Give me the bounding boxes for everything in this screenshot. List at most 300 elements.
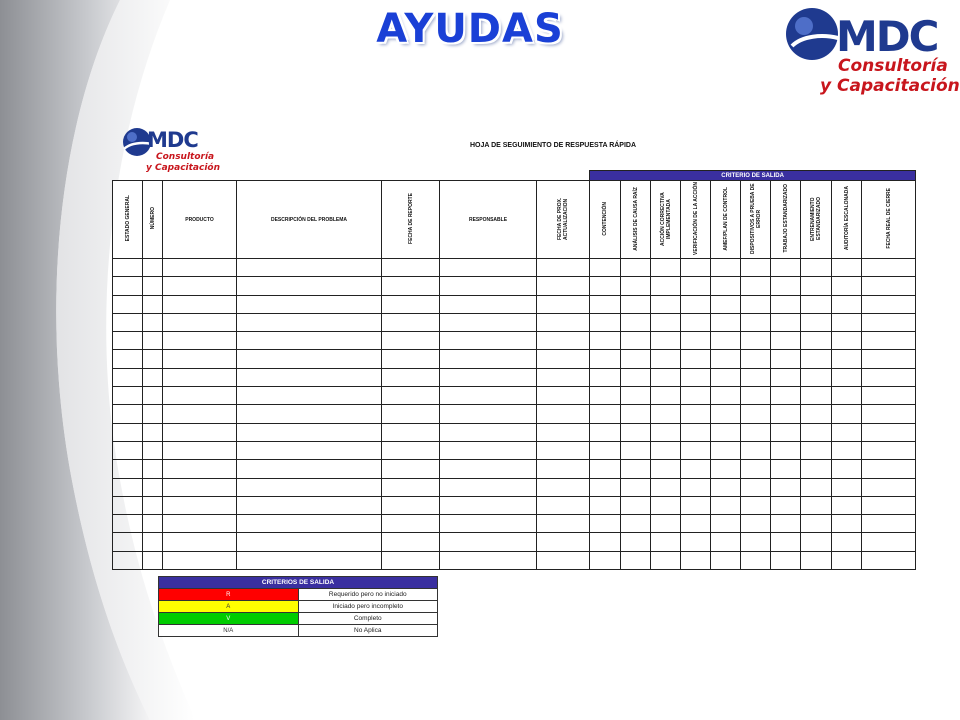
col-numero: NÚMERO [143,181,163,259]
table-cell[interactable] [651,313,681,331]
table-cell[interactable] [440,259,537,277]
table-cell[interactable] [771,387,801,405]
legend-row [159,601,438,613]
table-cell[interactable] [113,515,143,533]
table-cell[interactable] [621,496,651,514]
table-cell[interactable] [801,387,832,405]
table-cell[interactable] [440,405,537,423]
table-cell[interactable] [801,551,832,569]
table-cell[interactable] [590,368,621,386]
table-cell[interactable] [537,259,590,277]
table-cell[interactable] [440,350,537,368]
table-cell[interactable] [801,496,832,514]
table-cell[interactable] [590,441,621,459]
table-cell[interactable] [590,551,621,569]
table-cell[interactable] [832,368,862,386]
table-cell[interactable] [237,313,382,331]
table-cell[interactable] [113,350,143,368]
table-cell[interactable] [590,478,621,496]
table-cell[interactable] [537,313,590,331]
table-cell[interactable] [832,460,862,478]
table-cell[interactable] [382,460,440,478]
table-cell[interactable] [741,478,771,496]
table-cell[interactable] [382,441,440,459]
table-cell[interactable] [143,478,163,496]
table-cell[interactable] [651,332,681,350]
table-cell[interactable] [440,441,537,459]
table-cell[interactable] [621,332,651,350]
table-cell[interactable] [382,350,440,368]
table-cell[interactable] [113,405,143,423]
table-cell[interactable] [771,313,801,331]
table-cell[interactable] [832,423,862,441]
table-cell[interactable] [651,551,681,569]
table-cell[interactable] [113,551,143,569]
table-cell[interactable] [771,496,801,514]
table-cell[interactable] [143,423,163,441]
table-cell[interactable] [681,515,711,533]
table-cell[interactable] [651,496,681,514]
table-cell[interactable] [801,259,832,277]
table-cell[interactable] [163,350,237,368]
table-cell[interactable] [771,515,801,533]
table-cell[interactable] [621,515,651,533]
table-cell[interactable] [651,259,681,277]
table-cell[interactable] [832,313,862,331]
table-cell[interactable] [382,259,440,277]
table-cell[interactable] [621,423,651,441]
table-cell[interactable] [590,423,621,441]
table-cell[interactable] [163,551,237,569]
table-cell[interactable] [113,332,143,350]
col-producto: PRODUCTO [163,181,237,259]
table-cell[interactable] [862,515,916,533]
table-cell[interactable] [681,551,711,569]
table-cell[interactable] [621,387,651,405]
table-cell[interactable] [143,551,163,569]
table-cell[interactable] [711,277,741,295]
table-cell[interactable] [711,551,741,569]
table-cell[interactable] [113,259,143,277]
table-cell[interactable] [113,387,143,405]
table-cell[interactable] [711,533,741,551]
table-cell[interactable] [590,405,621,423]
table-cell[interactable] [801,533,832,551]
table-cell[interactable] [801,441,832,459]
table-cell[interactable] [237,368,382,386]
table-cell[interactable] [237,350,382,368]
logo-letters: MDC [836,12,938,61]
table-cell[interactable] [801,368,832,386]
table-cell[interactable] [382,332,440,350]
table-cell[interactable] [651,405,681,423]
table-cell[interactable] [711,313,741,331]
table-cell[interactable] [681,478,711,496]
table-cell[interactable] [741,533,771,551]
table-cell[interactable] [163,332,237,350]
table-cell[interactable] [741,405,771,423]
table-cell[interactable] [537,496,590,514]
table-cell[interactable] [621,441,651,459]
table-cell[interactable] [621,460,651,478]
table-cell[interactable] [440,368,537,386]
table-cell[interactable] [143,515,163,533]
table-cell[interactable] [741,277,771,295]
table-cell[interactable] [832,350,862,368]
table-cell[interactable] [771,478,801,496]
table-cell[interactable] [681,405,711,423]
table-cell[interactable] [113,277,143,295]
table-cell[interactable] [237,478,382,496]
table-cell[interactable] [440,460,537,478]
table-cell[interactable] [711,515,741,533]
table-cell[interactable] [113,478,143,496]
table-cell[interactable] [590,277,621,295]
table-cell[interactable] [741,460,771,478]
table-cell[interactable] [832,496,862,514]
table-cell[interactable] [382,277,440,295]
table-cell[interactable] [651,478,681,496]
table-cell[interactable] [801,515,832,533]
table-cell[interactable] [113,295,143,313]
table-cell[interactable] [440,295,537,313]
table-cell[interactable] [741,259,771,277]
table-cell[interactable] [681,332,711,350]
table-cell[interactable] [771,405,801,423]
table-cell[interactable] [163,313,237,331]
table-cell[interactable] [113,441,143,459]
table-cell[interactable] [651,277,681,295]
table-cell[interactable] [237,387,382,405]
table-cell[interactable] [537,350,590,368]
table-cell[interactable] [590,313,621,331]
table-cell[interactable] [801,295,832,313]
table-cell[interactable] [832,441,862,459]
table-cell[interactable] [711,441,741,459]
table-cell[interactable] [771,460,801,478]
table-cell[interactable] [651,515,681,533]
table-cell[interactable] [621,478,651,496]
table-cell[interactable] [440,496,537,514]
table-cell[interactable] [163,277,237,295]
col-fecha-prox: FECHA DE PROX. ACTUALIZACION [537,181,590,259]
table-cell[interactable] [801,332,832,350]
table-cell[interactable] [862,478,916,496]
table-cell[interactable] [832,551,862,569]
table-cell[interactable] [163,405,237,423]
table-cell[interactable] [113,313,143,331]
table-cell[interactable] [237,277,382,295]
table-cell[interactable] [832,515,862,533]
table-cell[interactable] [771,350,801,368]
table-cell[interactable] [862,368,916,386]
table-cell[interactable] [163,533,237,551]
table-cell[interactable] [621,259,651,277]
table-cell[interactable] [143,295,163,313]
table-cell[interactable] [537,332,590,350]
table-cell[interactable] [801,405,832,423]
table-cell[interactable] [237,496,382,514]
table-cell[interactable] [862,533,916,551]
table-cell[interactable] [537,405,590,423]
table-cell[interactable] [590,387,621,405]
table-cell[interactable] [711,332,741,350]
table-cell[interactable] [440,332,537,350]
table-cell[interactable] [862,423,916,441]
table-cell[interactable] [862,350,916,368]
table-cell[interactable] [741,515,771,533]
table-cell[interactable] [621,551,651,569]
table-cell[interactable] [741,551,771,569]
table-cell[interactable] [440,313,537,331]
table-cell[interactable] [832,405,862,423]
table-cell[interactable] [741,423,771,441]
table-cell[interactable] [621,277,651,295]
table-cell[interactable] [440,423,537,441]
table-cell[interactable] [163,478,237,496]
table-cell[interactable] [832,295,862,313]
table-cell[interactable] [741,496,771,514]
table-cell[interactable] [621,350,651,368]
table-cell[interactable] [741,313,771,331]
table-cell[interactable] [440,277,537,295]
table-cell[interactable] [440,551,537,569]
col-fecha-cierre: FECHA REAL DE CIERRE [862,181,916,259]
table-cell[interactable] [771,259,801,277]
table-cell[interactable] [832,259,862,277]
table-cell[interactable] [537,478,590,496]
table-cell[interactable] [741,368,771,386]
table-cell[interactable] [382,551,440,569]
table-row [113,313,916,331]
table-cell[interactable] [681,277,711,295]
table-cell[interactable] [537,515,590,533]
table-cell[interactable] [113,496,143,514]
table-cell[interactable] [862,551,916,569]
table-cell[interactable] [862,277,916,295]
table-cell[interactable] [237,533,382,551]
table-cell[interactable] [801,460,832,478]
table-cell[interactable] [237,332,382,350]
table-cell[interactable] [143,387,163,405]
table-cell[interactable] [237,423,382,441]
table-cell[interactable] [143,405,163,423]
table-cell[interactable] [741,387,771,405]
table-cell[interactable] [237,405,382,423]
table-cell[interactable] [113,368,143,386]
table-cell[interactable] [651,533,681,551]
table-cell[interactable] [771,368,801,386]
table-cell[interactable] [143,368,163,386]
table-cell[interactable] [832,387,862,405]
table-cell[interactable] [681,496,711,514]
table-cell[interactable] [537,441,590,459]
table-cell[interactable] [862,460,916,478]
table-cell[interactable] [163,368,237,386]
table-cell[interactable] [741,332,771,350]
table-cell[interactable] [237,441,382,459]
table-cell[interactable] [537,387,590,405]
table-cell[interactable] [651,295,681,313]
table-cell[interactable] [621,295,651,313]
table-cell[interactable] [651,441,681,459]
table-cell[interactable] [237,259,382,277]
table-cell[interactable] [711,496,741,514]
table-cell[interactable] [163,460,237,478]
col-descripcion: DESCRIPCIÓN DEL PROBLEMA [237,181,382,259]
table-cell[interactable] [771,423,801,441]
table-cell[interactable] [163,441,237,459]
table-cell[interactable] [163,295,237,313]
table-cell[interactable] [651,423,681,441]
table-cell[interactable] [382,313,440,331]
table-cell[interactable] [537,295,590,313]
table-cell[interactable] [681,368,711,386]
table-cell[interactable] [440,478,537,496]
table-cell[interactable] [382,533,440,551]
table-cell[interactable] [382,368,440,386]
table-cell[interactable] [832,332,862,350]
table-cell[interactable] [143,496,163,514]
table-cell[interactable] [801,350,832,368]
table-cell[interactable] [862,313,916,331]
table-cell[interactable] [143,313,163,331]
table-cell[interactable] [801,313,832,331]
table-cell[interactable] [590,515,621,533]
table-cell[interactable] [621,313,651,331]
table-cell[interactable] [711,259,741,277]
table-cell[interactable] [537,551,590,569]
table-cell[interactable] [382,515,440,533]
table-cell[interactable] [440,387,537,405]
table-cell[interactable] [537,277,590,295]
table-cell[interactable] [621,368,651,386]
table-cell[interactable] [651,460,681,478]
table-cell[interactable] [771,277,801,295]
table-cell[interactable] [590,533,621,551]
table-cell[interactable] [862,332,916,350]
table-cell[interactable] [163,423,237,441]
table-cell[interactable] [681,533,711,551]
table-cell[interactable] [801,277,832,295]
table-cell[interactable] [681,350,711,368]
table-cell[interactable] [590,460,621,478]
table-cell[interactable] [741,295,771,313]
table-cell[interactable] [590,496,621,514]
table-cell[interactable] [771,533,801,551]
table-cell[interactable] [143,259,163,277]
table-cell[interactable] [862,441,916,459]
table-cell[interactable] [681,460,711,478]
table-cell[interactable] [163,387,237,405]
table-cell[interactable] [237,460,382,478]
table-cell[interactable] [651,387,681,405]
col-fecha-reporte: FECHA DE REPORTE [382,181,440,259]
col-analisis: ANÁLISIS DE CAUSA RAÍZ [621,181,651,259]
table-cell[interactable] [832,478,862,496]
table-cell[interactable] [590,350,621,368]
table-cell[interactable] [801,423,832,441]
table-cell[interactable] [771,441,801,459]
table-cell[interactable] [113,533,143,551]
table-cell[interactable] [681,259,711,277]
table-cell[interactable] [711,295,741,313]
table-cell[interactable] [382,387,440,405]
table-cell[interactable] [862,496,916,514]
table-cell[interactable] [537,423,590,441]
table-cell[interactable] [143,332,163,350]
table-cell[interactable] [537,368,590,386]
table-cell[interactable] [590,259,621,277]
table-cell[interactable] [681,295,711,313]
table-cell[interactable] [382,405,440,423]
table-cell[interactable] [651,350,681,368]
table-cell[interactable] [590,295,621,313]
table-cell[interactable] [771,551,801,569]
table-cell[interactable] [681,423,711,441]
table-cell[interactable] [771,295,801,313]
table-cell[interactable] [681,313,711,331]
table-cell[interactable] [537,533,590,551]
table-cell[interactable] [681,387,711,405]
table-cell[interactable] [832,533,862,551]
table-cell[interactable] [621,405,651,423]
table-cell[interactable] [440,515,537,533]
table-cell[interactable] [163,496,237,514]
table-cell[interactable] [143,533,163,551]
table-cell[interactable] [143,277,163,295]
table-cell[interactable] [651,368,681,386]
table-cell[interactable] [711,460,741,478]
table-cell[interactable] [590,332,621,350]
table-cell[interactable] [237,515,382,533]
table-cell[interactable] [143,460,163,478]
table-cell[interactable] [440,533,537,551]
table-cell[interactable] [862,295,916,313]
table-cell[interactable] [711,368,741,386]
table-cell[interactable] [237,295,382,313]
table-cell[interactable] [621,533,651,551]
table-cell[interactable] [741,350,771,368]
table-cell[interactable] [711,478,741,496]
table-cell[interactable] [143,441,163,459]
table-cell[interactable] [163,515,237,533]
table-cell[interactable] [862,387,916,405]
table-cell[interactable] [537,460,590,478]
table-cell[interactable] [681,441,711,459]
table-cell[interactable] [862,405,916,423]
table-cell[interactable] [741,441,771,459]
table-cell[interactable] [143,350,163,368]
table-cell[interactable] [801,478,832,496]
table-cell[interactable] [711,350,741,368]
table-cell[interactable] [113,423,143,441]
table-cell[interactable] [237,551,382,569]
table-cell[interactable] [382,496,440,514]
table-cell[interactable] [163,259,237,277]
table-cell[interactable] [382,423,440,441]
table-cell[interactable] [862,259,916,277]
table-cell[interactable] [113,460,143,478]
table-cell[interactable] [711,387,741,405]
table-cell[interactable] [832,277,862,295]
table-cell[interactable] [771,332,801,350]
table-cell[interactable] [711,405,741,423]
table-row [113,551,916,569]
table-cell[interactable] [382,478,440,496]
table-cell[interactable] [382,295,440,313]
table-cell[interactable] [711,423,741,441]
